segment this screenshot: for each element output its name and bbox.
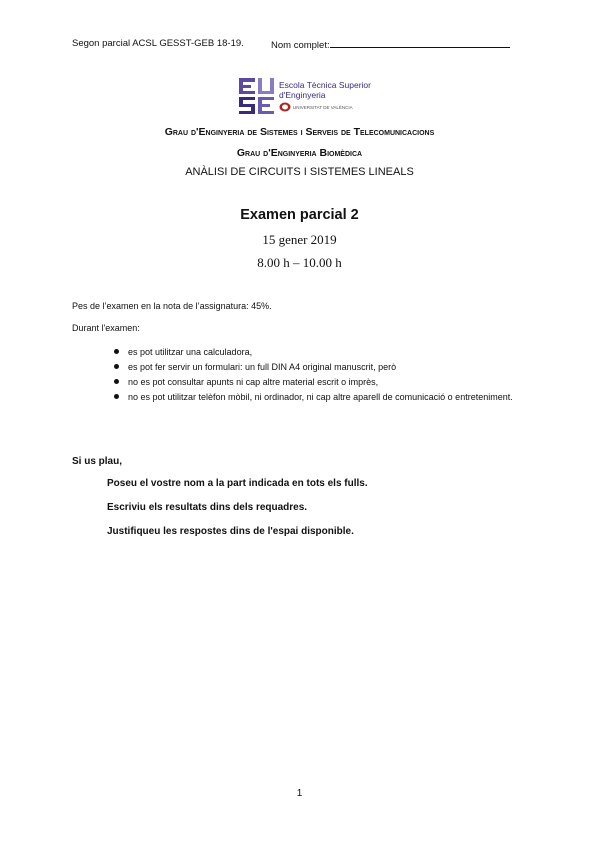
name-label: Nom complet: <box>271 40 330 51</box>
rule-text: no es pot consultar apunts ni cap altre material escrit o imprès, <box>128 377 379 387</box>
page-number: 1 <box>296 788 303 799</box>
university-tagline: UNIVERSITAT DE VALÈNCIA <box>293 105 353 110</box>
rule-text: es pot utilitzar una calculadora, <box>128 347 253 357</box>
school-name-line1: Escola Tècnica Superior <box>279 80 371 90</box>
instruction-item: Poseu el vostre nom a la part indicada en tots els fulls. <box>107 478 368 489</box>
course-reference: Segon parcial ACSL GESST-GEB 18-19. <box>72 38 244 49</box>
bullet-icon <box>114 394 119 399</box>
bullet-icon <box>114 364 119 369</box>
etse-logo-icon <box>237 76 277 116</box>
please-heading: Si us plau, <box>72 456 123 467</box>
exam-rules-list <box>128 345 528 405</box>
exam-date: 15 gener 2019 <box>262 232 337 247</box>
degree-title-1: Grau d'Enginyeria de Sistemes i Serveis de Telecomunicacions <box>164 126 435 138</box>
bullet-icon <box>114 349 119 354</box>
exam-weight: Pes de l’examen en la nota de l’assignatura: 45%. <box>72 301 272 311</box>
instruction-item: Justifiqueu les respostes dins de l'espai disponible. <box>107 526 354 537</box>
degree-title-2: Grau d'Enginyeria Biomèdica <box>236 147 363 159</box>
during-exam-label: Durant l'examen: <box>72 323 140 333</box>
name-field <box>271 38 510 51</box>
rule-text: es pot fer servir un formulari: un full DIN A4 original manuscrit, però <box>128 362 397 372</box>
rule-text: no es pot utilitzar telèfon mòbil, ni ordinador, ni cap altre aparell de comunicació o entreteniment. <box>128 392 513 402</box>
list-item <box>128 360 528 374</box>
exam-title: Examen parcial 2 <box>240 207 359 223</box>
page-header <box>72 38 330 51</box>
subject-title: ANÀLISI DE CIRCUITS I SISTEMES LINEALS <box>185 166 414 178</box>
exam-time: 8.00 h – 10.00 h <box>257 255 342 270</box>
list-item <box>128 390 528 404</box>
bullet-icon <box>114 379 119 384</box>
list-item <box>128 375 528 389</box>
instruction-item: Escriviu els resultats dins dels requadres. <box>107 502 308 513</box>
school-logo <box>237 76 371 116</box>
list-item <box>128 345 528 359</box>
name-blank-line <box>330 38 510 48</box>
school-name-line2: d'Enginyeria <box>279 90 326 100</box>
university-seal-icon <box>279 102 291 112</box>
